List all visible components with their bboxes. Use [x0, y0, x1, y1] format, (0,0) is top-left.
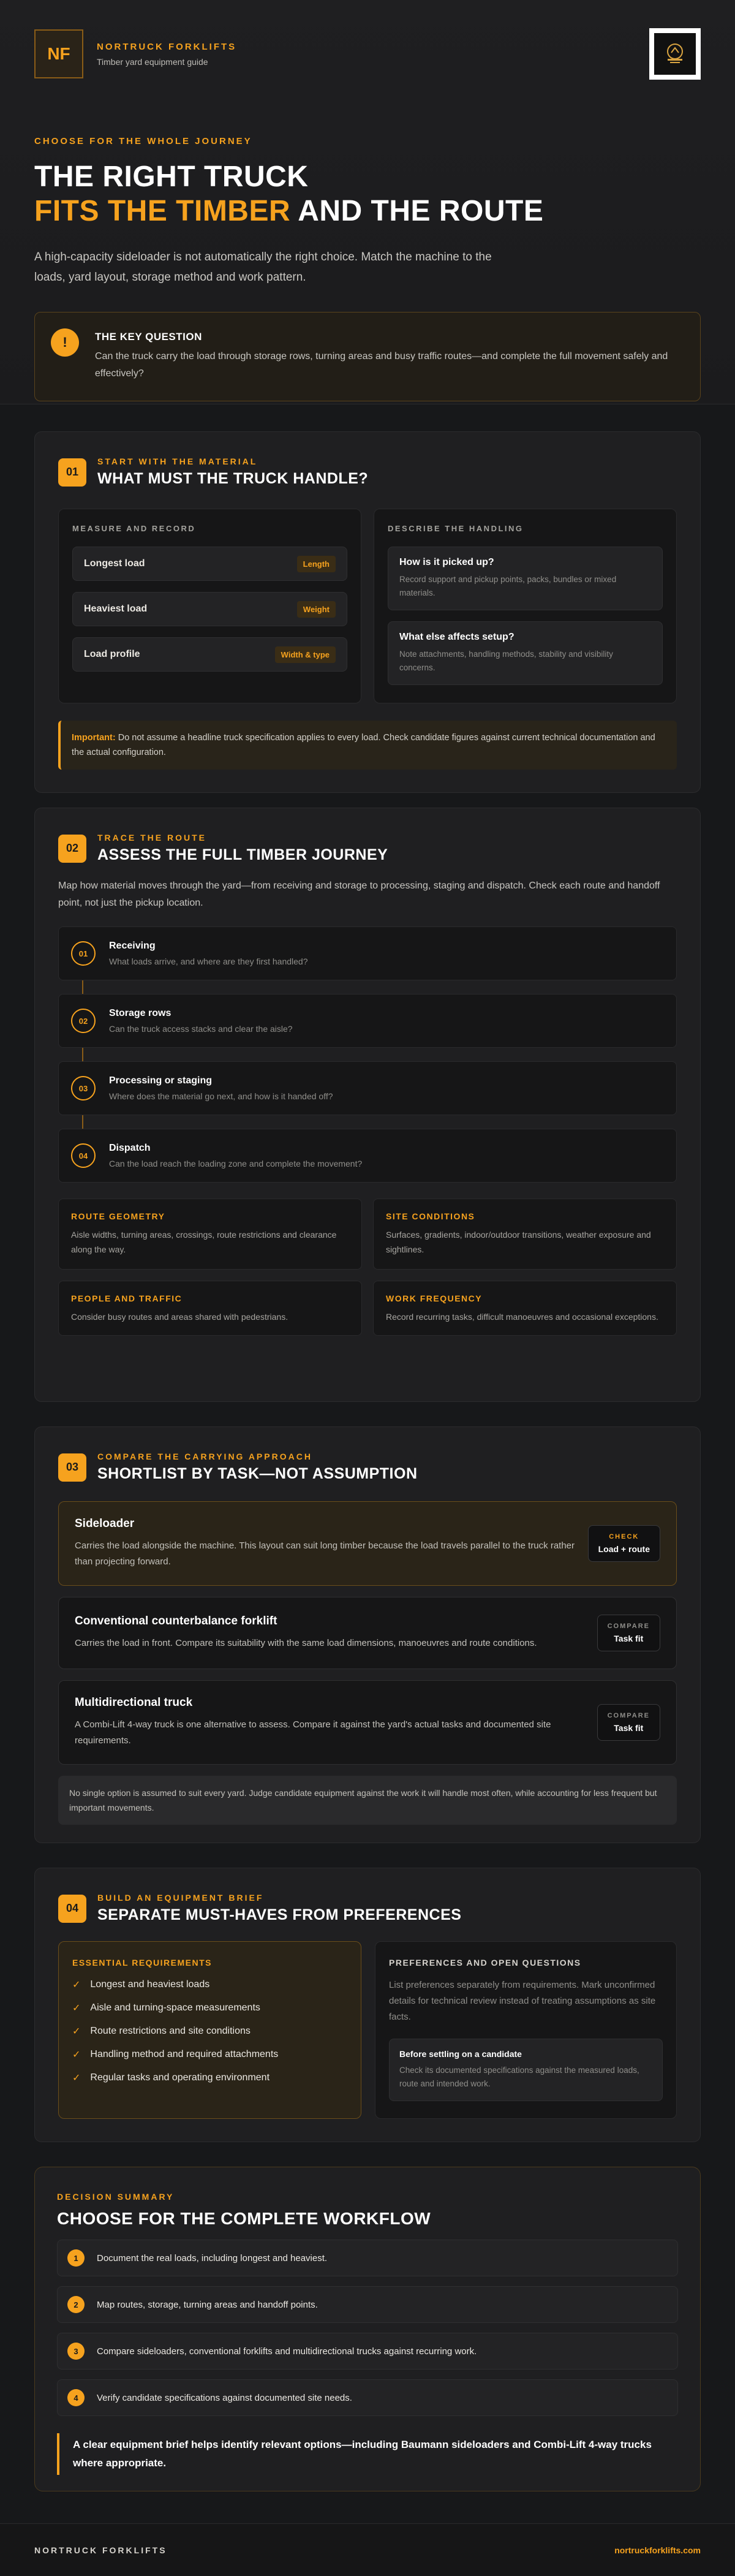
preferences-heading: PREFERENCES AND OPEN QUESTIONS: [389, 1958, 581, 1968]
important-note: [58, 721, 677, 770]
journey-step: [58, 1061, 677, 1115]
compare-footnote: No single option is assumed to suit every yard. Judge candidate equipment against the work it will handle most often, while accounting for less frequent but important movements.: [58, 1776, 677, 1825]
requirements-panel: [58, 1941, 361, 2119]
option-card-sideloader[interactable]: [58, 1501, 677, 1586]
summary-item-number: 2: [67, 2296, 85, 2313]
factor-card: [58, 1281, 362, 1336]
preferences-panel: [375, 1941, 677, 2119]
candidate-check-card: [389, 2039, 663, 2101]
brand-logo: NF: [34, 29, 83, 78]
section-number: 03: [58, 1453, 86, 1482]
load-row-tag: Length: [297, 556, 336, 572]
candidate-check-title: Before settling on a candidate: [399, 2049, 522, 2059]
candidate-check-text: Check its documented specifications against the measured loads, route and intended work.: [399, 2066, 639, 2088]
factor-title: SITE CONDITIONS: [386, 1211, 475, 1221]
check-icon: ✓: [72, 2050, 81, 2060]
factor-card: [373, 1199, 677, 1270]
option-text: Carries the load alongside the machine. This layout can suit long timber because the load travels parallel to the truck rather than projecting forward.: [75, 1540, 575, 1567]
alert-icon: !: [51, 328, 79, 357]
section-material: [34, 431, 701, 793]
summary-item-text: Compare sideloaders, conventional forklifts and multidirectional trucks against recurring work.: [97, 2346, 477, 2357]
decision-summary: [34, 2167, 701, 2491]
requirements-heading: ESSENTIAL REQUIREMENTS: [72, 1958, 212, 1968]
brand[interactable]: [34, 29, 236, 78]
summary-eyebrow: DECISION SUMMARY: [57, 2192, 175, 2202]
requirement-text: Handling method and required attachments: [90, 2049, 279, 2059]
summary-title: CHOOSE FOR THE COMPLETE WORKFLOW: [57, 2209, 431, 2228]
summary-item: [57, 2379, 678, 2416]
factor-card: [373, 1281, 677, 1336]
step-number: 03: [71, 1076, 96, 1100]
journey-step: [58, 994, 677, 1048]
summary-item-text: Map routes, storage, turning areas and handoff points.: [97, 2299, 318, 2310]
option-title: Multidirectional truck: [75, 1696, 193, 1709]
section-brief: [34, 1868, 701, 2142]
factor-text: Record recurring tasks, difficult manoeuvres and occasional exceptions.: [386, 1312, 658, 1322]
hero-title: [34, 160, 701, 229]
summary-item-text: Document the real loads, including longest and heaviest.: [97, 2252, 328, 2263]
check-icon: ✓: [72, 2073, 81, 2083]
step-title: Dispatch: [109, 1143, 151, 1153]
factor-title: PEOPLE AND TRAFFIC: [71, 1294, 183, 1303]
option-text: Carries the load in front. Compare its suitability with the same load dimensions, manoeuvres and route conditions.: [75, 1638, 537, 1648]
brand-name: NORTRUCK FORKLIFTS: [97, 41, 237, 52]
section-eyebrow: BUILD AN EQUIPMENT BRIEF: [97, 1893, 264, 1903]
factor-text: Surfaces, gradients, indoor/outdoor transitions, weather exposure and sightlines.: [386, 1230, 651, 1254]
option-tag-kind: COMPARE: [607, 1712, 650, 1719]
requirement-text: Aisle and turning-space measurements: [90, 2002, 260, 2013]
step-description: Where does the material go next, and how is it handed off?: [109, 1091, 333, 1101]
requirement-text: Regular tasks and operating environment: [90, 2072, 270, 2083]
journey-steps: [58, 926, 677, 1183]
factor-text: Aisle widths, turning areas, crossings, route restrictions and clearance along the way.: [71, 1230, 337, 1254]
option-tag: [597, 1615, 660, 1651]
option-tag-label: Load + route: [598, 1544, 650, 1554]
option-text: A Combi-Lift 4-way truck is one alternative to assess. Compare it against the yard's actual tasks and documented site requirements.: [75, 1719, 551, 1746]
handling-question-text: Note attachments, handling methods, stability and visibility concerns.: [399, 650, 613, 672]
step-title: Receiving: [109, 941, 156, 951]
partner-logo-mark: [654, 33, 696, 75]
requirement-item: [72, 2072, 347, 2084]
brand-subtitle: Timber yard equipment guide: [97, 56, 208, 67]
factor-title: ROUTE GEOMETRY: [71, 1211, 165, 1221]
step-title: Storage rows: [109, 1008, 172, 1018]
check-icon: ✓: [72, 2026, 81, 2037]
load-row-tag: Weight: [297, 601, 336, 618]
summary-item: [57, 2333, 678, 2370]
requirement-item: [72, 1979, 347, 1991]
important-note-text: Do not assume a headline truck specification applies to every load. Check candidate figures against current technical documentation and the actual configuration.: [72, 733, 655, 757]
section-eyebrow: START WITH THE MATERIAL: [97, 456, 258, 466]
hero-description: A high-capacity sideloader is not automatically the right choice. Match the machine to the loads, yard layout, storage method and work pattern.: [34, 251, 492, 284]
section-title: SEPARATE MUST-HAVES FROM PREFERENCES: [97, 1906, 462, 1923]
handling-question: [388, 547, 663, 610]
section-eyebrow: COMPARE THE CARRYING APPROACH: [97, 1452, 312, 1461]
load-row-label: Load profile: [84, 649, 140, 659]
summary-item: [57, 2286, 678, 2323]
summary-item-number: 1: [67, 2249, 85, 2267]
step-number: 04: [71, 1143, 96, 1168]
topbar: [34, 28, 701, 80]
important-note-label: Important:: [72, 733, 116, 743]
section-title: SHORTLIST BY TASK—NOT ASSUMPTION: [97, 1465, 418, 1482]
option-tag-label: Task fit: [614, 1723, 644, 1733]
section-route: [34, 808, 701, 1402]
key-question-title: THE KEY QUESTION: [95, 331, 202, 343]
step-description: What loads arrive, and where are they first handled?: [109, 957, 308, 966]
load-row: [72, 592, 347, 626]
check-icon: ✓: [72, 1980, 81, 1990]
handling-question-title: What else affects setup?: [399, 632, 514, 642]
journey-step: [58, 1129, 677, 1183]
preferences-text: List preferences separately from requirements. Mark unconfirmed details for technical review instead of treating assumptions as site facts.: [389, 1980, 656, 2022]
step-connector: [82, 980, 83, 994]
step-connector: [82, 1048, 83, 1061]
requirement-item: [72, 2048, 347, 2061]
option-card-counterbalance[interactable]: [58, 1597, 677, 1669]
hero-title-highlight: FITS THE TIMBER: [34, 195, 291, 227]
summary-item-number: 3: [67, 2343, 85, 2360]
handling-question: [388, 621, 663, 685]
handling-panel-heading: DESCRIBE THE HANDLING: [388, 524, 524, 533]
option-tag-label: Task fit: [614, 1634, 644, 1643]
section-title: WHAT MUST THE TRUCK HANDLE?: [97, 470, 369, 487]
option-tag: [588, 1525, 660, 1562]
section-eyebrow: TRACE THE ROUTE: [97, 833, 206, 843]
load-row-tag: Width & type: [275, 646, 336, 663]
option-tag-kind: CHECK: [609, 1533, 639, 1540]
step-connector: [82, 1115, 83, 1129]
option-tag: [597, 1704, 660, 1741]
section-number: 01: [58, 458, 86, 487]
handling-question-text: Record support and pickup points, packs, bundles or mixed materials.: [399, 575, 617, 597]
check-icon: ✓: [72, 2003, 81, 2013]
requirement-text: Longest and heaviest loads: [90, 1979, 210, 1990]
summary-item-text: Verify candidate specifications against documented site needs.: [97, 2392, 352, 2403]
summary-item-number: 4: [67, 2389, 85, 2406]
journey-factors: [58, 1199, 677, 1336]
factor-text: Consider busy routes and areas shared with pedestrians.: [71, 1312, 288, 1322]
partner-logo: [649, 28, 701, 80]
option-card-multidirectional[interactable]: [58, 1680, 677, 1765]
step-number: 01: [71, 941, 96, 966]
hero: [0, 0, 735, 404]
load-row-label: Longest load: [84, 558, 145, 569]
option-title: Conventional counterbalance forklift: [75, 1615, 277, 1627]
requirement-item: [72, 2002, 347, 2014]
factor-title: WORK FREQUENCY: [386, 1294, 483, 1303]
handling-panel: [374, 509, 677, 703]
hero-title-line1: THE RIGHT TRUCK: [34, 161, 309, 193]
requirement-text: Route restrictions and site conditions: [90, 2026, 251, 2036]
hero-eyebrow: CHOOSE FOR THE WHOLE JOURNEY: [34, 136, 252, 146]
load-row: [72, 637, 347, 672]
load-row-label: Heaviest load: [84, 604, 148, 614]
step-description: Can the truck access stacks and clear the aisle?: [109, 1024, 293, 1034]
section-compare: [34, 1426, 701, 1843]
option-title: Sideloader: [75, 1517, 135, 1530]
step-description: Can the load reach the loading zone and complete the movement?: [109, 1159, 363, 1169]
key-question-text: Can the truck carry the load through storage rows, turning areas and busy traffic routes—and complete the full movement safely and effectively?: [95, 351, 668, 379]
journey-step: [58, 926, 677, 980]
section-number: 04: [58, 1895, 86, 1923]
footer: [0, 2523, 735, 2576]
section-title: ASSESS THE FULL TIMBER JOURNEY: [97, 846, 388, 863]
summary-list: [57, 2240, 678, 2416]
footer-brand: NORTRUCK FORKLIFTS: [34, 2545, 167, 2555]
measure-panel-heading: MEASURE AND RECORD: [72, 524, 196, 533]
key-question-callout: [34, 312, 701, 401]
option-tag-kind: COMPARE: [607, 1623, 650, 1630]
summary-item: [57, 2240, 678, 2276]
step-title: Processing or staging: [109, 1075, 213, 1086]
measure-panel: [58, 509, 361, 703]
footer-website-link[interactable]: nortruckforklifts.com: [614, 2545, 701, 2555]
requirement-item: [72, 2025, 347, 2037]
summary-closing: A clear equipment brief helps identify relevant options—including Baumann sideloaders and Combi-Lift 4-way trucks where appropriate.: [57, 2433, 678, 2475]
step-number: 02: [71, 1009, 96, 1033]
section-lead: Map how material moves through the yard—from receiving and storage to processing, staging and dispatch. Check each route and handoff point, not just the pickup location.: [58, 881, 660, 908]
factor-card: [58, 1199, 362, 1270]
hero-title-rest: AND THE ROUTE: [290, 195, 544, 227]
load-row: [72, 547, 347, 581]
handling-question-title: How is it picked up?: [399, 557, 494, 567]
section-number: 02: [58, 835, 86, 863]
